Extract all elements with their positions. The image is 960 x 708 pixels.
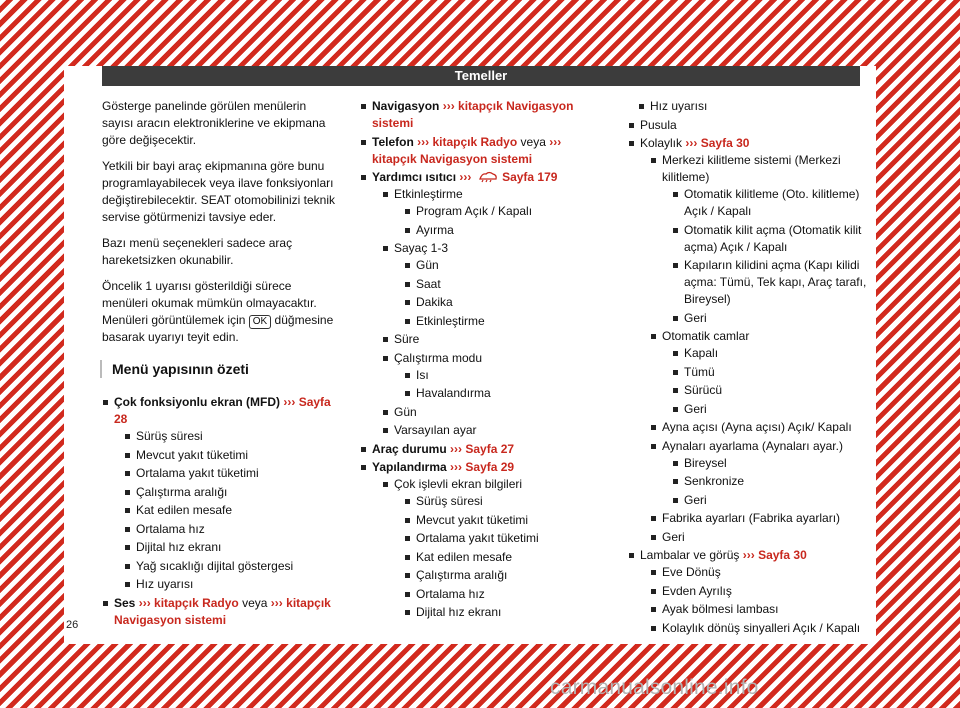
list-item [382,186,600,239]
menu-item-lambalar [628,547,868,637]
ref-link[interactable]: kitapçık Radyo [154,595,239,610]
list-item: Kapıların kilidini açma (Kapı kilidi açma: Tümü, Tek kapı, Araç tarafı, Bireysel) [672,257,868,308]
intro-paragraph-2: Yetkili bir bayi araç ekipmanına göre bunu programlayabilecek veya ilave fonksiyonları değiştirebilecektir. SEAT otomobilinizi teknik servise götürmenizi tavsiye eder. [102,159,335,224]
watermark: carmanualsonline.info [550,676,759,699]
list-item: Dakika [404,294,600,311]
list-item: Senkronize [672,473,868,490]
page-ref-link[interactable]: Sayfa 29 [465,460,515,474]
ref-link[interactable]: kitapçık Navigasyon sistemi [372,151,533,166]
heater-title: Yardımcı ısıtıcı [372,170,457,184]
menu-item-telefon [360,134,600,168]
intro-paragraph-3: Bazı menü seçenekleri sadece araç hareketsizken okunabilir. [102,236,293,267]
arrow-icon: ››› [742,548,755,562]
list-item [382,240,600,330]
or-text: veya [520,134,546,149]
section-title: Menü yapısının özeti [100,360,340,378]
lamba-title: Lambalar ve görüş [640,548,740,562]
list-item: Çalıştırma aralığı [124,484,340,501]
list-item: Evden Ayrılış [650,583,868,600]
intro-paragraph-4 [102,278,340,346]
kolay-title: Kolaylık [640,136,683,150]
list-item: Süre [382,331,600,348]
page-ref-link[interactable]: Sayfa 27 [465,441,515,456]
paragraph-4-end: düğmesine basarak uyarıyı teyit edin. [102,313,334,344]
list-item: Ortalama hız [404,586,600,603]
list-item: Havalandırma [404,385,600,402]
list-item: Kat edilen mesafe [404,549,600,566]
list-item [382,476,600,621]
page-number: 26 [66,619,79,631]
intro-paragraph-1: Gösterge panelinde görülen menülerin sayısı aracın elektroniklerine ve ekipmana göre değişecektir. [102,99,326,147]
sub-list [394,367,600,403]
list-item-label: Otomatik camlar [662,329,750,343]
page-ref-link[interactable]: Sayfa 179 [502,170,558,184]
list-item: Etkinleştirme [404,313,600,330]
mfd-subitems [114,428,340,593]
yapi-title: Yapılandırma [372,460,447,474]
list-item: Bireysel [672,455,868,472]
ok-button-symbol: OK [249,315,271,329]
mfd-title: Çok fonksiyonlu ekran (MFD) [114,395,281,409]
column-right [628,98,868,638]
list-item [382,350,600,403]
menu-tree-right [628,117,868,637]
list-item: Geri [672,401,868,418]
page-ref-link[interactable]: Sayfa 30 [700,136,750,150]
sub-list [394,203,600,239]
list-item [650,328,868,418]
menu-item-ses [102,595,340,629]
list-item: Hız uyarısı [124,576,340,593]
ref-link[interactable]: kitapçık Radyo [432,134,518,149]
sub-list [662,455,868,509]
list-item: Isı [404,367,600,384]
menu-item-kolaylik [628,135,868,546]
list-item: Dijital hız ekranı [404,604,600,621]
list-item: Sürüş süresi [404,493,600,510]
nav-title: Navigasyon [372,99,440,113]
kolay-subitems [640,152,868,546]
list-item: Çalıştırma aralığı [404,567,600,584]
list-item: Ayak bölmesi lambası [650,601,868,618]
arac-title: Araç durumu [372,441,447,456]
paragraph-4-start: Öncelik 1 uyarısı gösterildiği sürece menüleri okumak mümkün olmayacaktır. Menüleri görüntülemek için [102,279,317,327]
list-item: Ayna açısı (Ayna açısı) Açık/ Kapalı [650,419,868,436]
list-item: Geri [672,492,868,509]
list-item: Kat edilen mesafe [124,502,340,519]
list-item: Otomatik kilit açma (Otomatik kilit açma) Açık / Kapalı [672,222,868,256]
arrow-icon: ››› [459,170,472,184]
list-item-label: Çok işlevli ekran bilgileri [394,477,523,491]
sub-list [394,493,600,621]
list-item: Hız uyarısı [638,98,868,115]
menu-item-pusula: Pusula [628,117,868,134]
list-item [650,438,868,509]
sub-list [394,257,600,330]
auxiliary-heater-icon [477,169,499,183]
menu-item-arac-durumu [360,441,600,458]
arrow-icon: ››› [270,595,283,610]
heater-subitems [372,186,600,439]
menu-item-mfd [102,394,340,593]
menu-item-yapilandirma [360,459,600,621]
list-item: Program Açık / Kapalı [404,203,600,220]
list-item: Kolaylık dönüş sinyalleri Açık / Kapalı [650,620,868,637]
sub-list [662,345,868,418]
or-text: veya [242,595,268,610]
menu-tree-middle [360,98,600,621]
ses-title: Ses [114,595,136,610]
list-item-label: Etkinleştirme [394,187,463,201]
arrow-icon: ››› [283,395,296,409]
list-item: Saat [404,276,600,293]
arrow-icon: ››› [442,99,455,113]
list-item: Ortalama hız [124,521,340,538]
list-item: Yağ sıcaklığı dijital göstergesi [124,558,340,575]
list-item [650,152,868,327]
list-item: Varsayılan ayar [382,422,600,439]
lamba-subitems [640,564,868,637]
list-item: Fabrika ayarları (Fabrika ayarları) [650,510,868,527]
list-item: Mevcut yakıt tüketimi [404,512,600,529]
list-item: Ayırma [404,222,600,239]
list-item: Sürüş süresi [124,428,340,445]
arrow-icon: ››› [450,460,463,474]
arrow-icon: ››› [685,136,698,150]
list-item: Mevcut yakıt tüketimi [124,447,340,464]
list-item-label: Sayaç 1-3 [394,241,449,255]
list-item: Gün [382,404,600,421]
arrow-icon: ››› [450,441,463,456]
list-item: Dijital hız ekranı [124,539,340,556]
page-ref-link[interactable]: Sayfa 30 [758,548,807,562]
list-item: Ortalama yakıt tüketimi [404,530,600,547]
list-item: Eve Dönüş [650,564,868,581]
list-item-label: Aynaları ayarlama (Aynaları ayar.) [662,438,843,453]
list-item: Kapalı [672,345,868,362]
list-item-label: Çalıştırma modu [394,350,483,365]
page-ref-link[interactable]: Sayfa 28 [114,395,331,426]
column-left [102,98,340,630]
list-item: Tümü [672,364,868,381]
tel-title: Telefon [372,134,414,149]
yapi-subitems [372,476,600,621]
list-item: Gün [404,257,600,274]
continued-sub-list [628,98,868,115]
list-item: Geri [672,310,868,327]
menu-item-heater [360,169,600,439]
list-item: Geri [650,529,868,546]
menu-item-navigasyon [360,98,600,132]
list-item-label: Merkezi kilitleme sistemi (Merkezi kilitleme) [662,153,841,184]
list-item: Sürücü [672,382,868,399]
sub-list [662,186,868,327]
arrow-icon: ››› [138,595,151,610]
ref-link[interactable]: kitapçık Navigasyon sistemi [372,99,574,130]
menu-tree-left [102,394,340,629]
list-item: Otomatik kilitleme (Oto. kilitleme) Açık / Kapalı [672,186,868,220]
arrow-icon: ››› [417,134,430,149]
arrow-icon: ››› [549,134,562,149]
column-middle [360,98,600,623]
list-item: Ortalama yakıt tüketimi [124,465,340,482]
page-header: Temeller [102,66,860,86]
ref-link[interactable]: kitapçık Navigasyon sistemi [114,595,331,627]
